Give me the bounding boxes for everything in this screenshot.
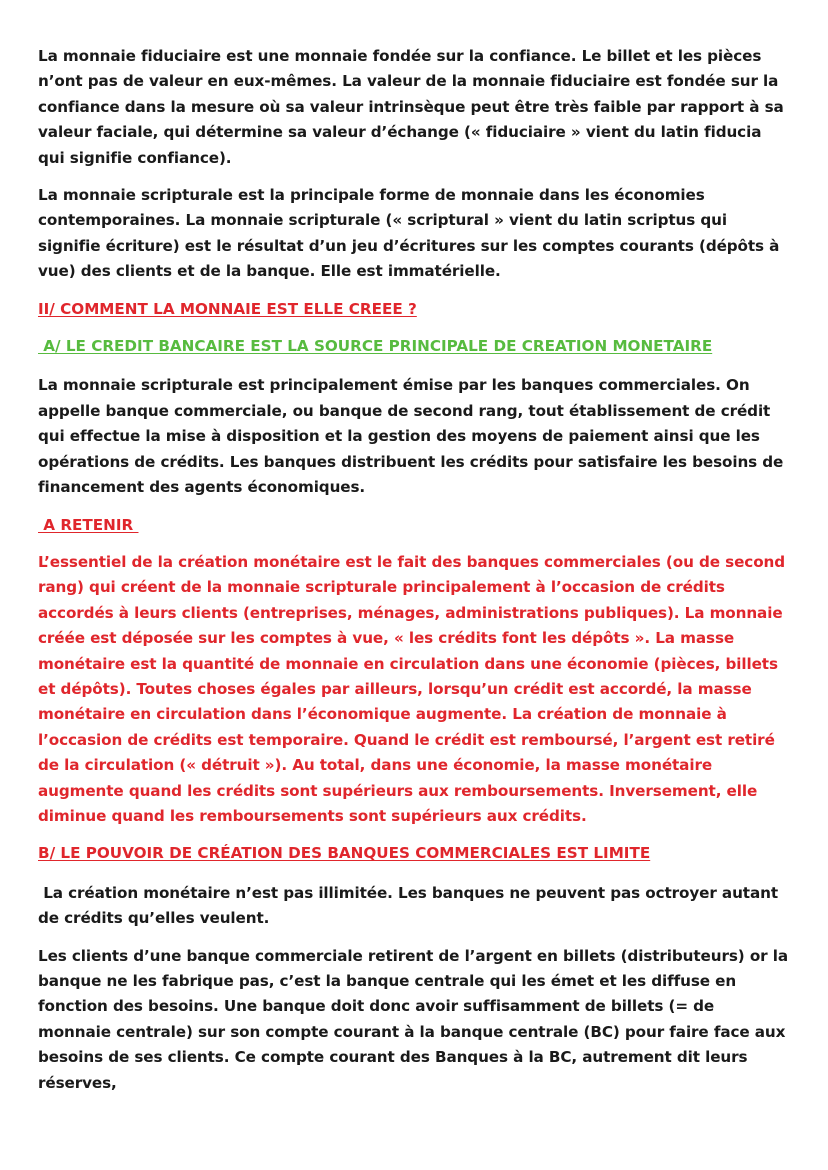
- paragraph-monnaie-scripturale: La monnaie scripturale est la principale forme de monnaie dans les économies contemporaines. La monnaie scripturale (« scriptural » vient du latin scriptus qui signifie écriture) est le résultat d’un jeu d’écritures sur les comptes courants (dépôts à vue) des clients et de la banque. Elle est immatérielle.: [38, 186, 780, 281]
- paragraph-creation-limitee: La création monétaire n’est pas illimitée. Les banques ne peuvent pas octroyer autant de crédits qu’elles veulent.: [38, 883, 784, 928]
- document-page: [38, 44, 790, 1096]
- paragraph-monnaie-fiduciaire: La monnaie fiduciaire est une monnaie fondée sur la confiance. Le billet et les pièces n’ont pas de valeur en eux-mêmes. La valeur de la monnaie fiduciaire est fondée sur la confiance dans la mesure où sa valeur intrinsèque peut être très faible par rapport à sa valeur faciale, qui détermine sa valeur d’échange (« fiduciaire » vient du latin fiducia qui signifie confiance).: [38, 47, 784, 167]
- paragraph-a-retenir: L’essentiel de la création monétaire est le fait des banques commerciales (ou de second rang) qui créent de la monnaie scripturale principalement à l’occasion de crédits accordés à leurs clients (entreprises, ménages, administrations publiques). La monnaie créée est déposée sur les comptes à vue, « les crédits font les dépôts ». La masse monétaire est la quantité de monnaie en circulation dans une économie (pièces, billets et dépôts). Toutes choses égales par ailleurs, lorsqu’un crédit est accordé, la masse monétaire en circulation dans l’économique augmente. La création de monnaie à l’occasion de crédits est temporaire. Quand le crédit est remboursé, l’argent est retiré de la circulation (« détruit »). Au total, dans une économie, la masse monétaire augmente quand les crédits sont supérieurs aux remboursements. Inversement, elle diminue quand les remboursements sont supérieurs aux crédits.: [38, 552, 786, 825]
- paragraph-banque-centrale: Les clients d’une banque commerciale retirent de l’argent en billets (distributeurs) or la banque ne les fabrique pas, c’est la banque centrale qui les émet et les diffuse en fonction des besoins. Une banque doit donc avoir suffisamment de billets (= de monnaie centrale) sur son compte courant à la banque centrale (BC) pour faire face aux besoins de ses clients. Ce compte courant des Banques à la BC, autrement dit leurs réserves,: [38, 946, 788, 1092]
- subheading-pouvoir-creation: B/ LE POUVOIR DE CRÉATION DES BANQUES COMMERCIALES EST LIMITE: [38, 844, 651, 863]
- subheading-credit-bancaire: A/ LE CREDIT BANCAIRE EST LA SOURCE PRINCIPALE DE CREATION MONETAIRE: [38, 337, 713, 356]
- section-heading-creation: II/ COMMENT LA MONNAIE EST ELLE CREEE ?: [38, 299, 417, 318]
- paragraph-banques-commerciales: La monnaie scripturale est principalement émise par les banques commerciales. On appelle banque commerciale, ou banque de second rang, tout établissement de crédit qui effectue la mise à disposition et la gestion des moyens de paiement ainsi que les opérations de crédits. Les banques distribuent les crédits pour satisfaire les besoins de financement des agents économiques.: [38, 376, 784, 497]
- heading-a-retenir: A RETENIR: [38, 515, 139, 534]
